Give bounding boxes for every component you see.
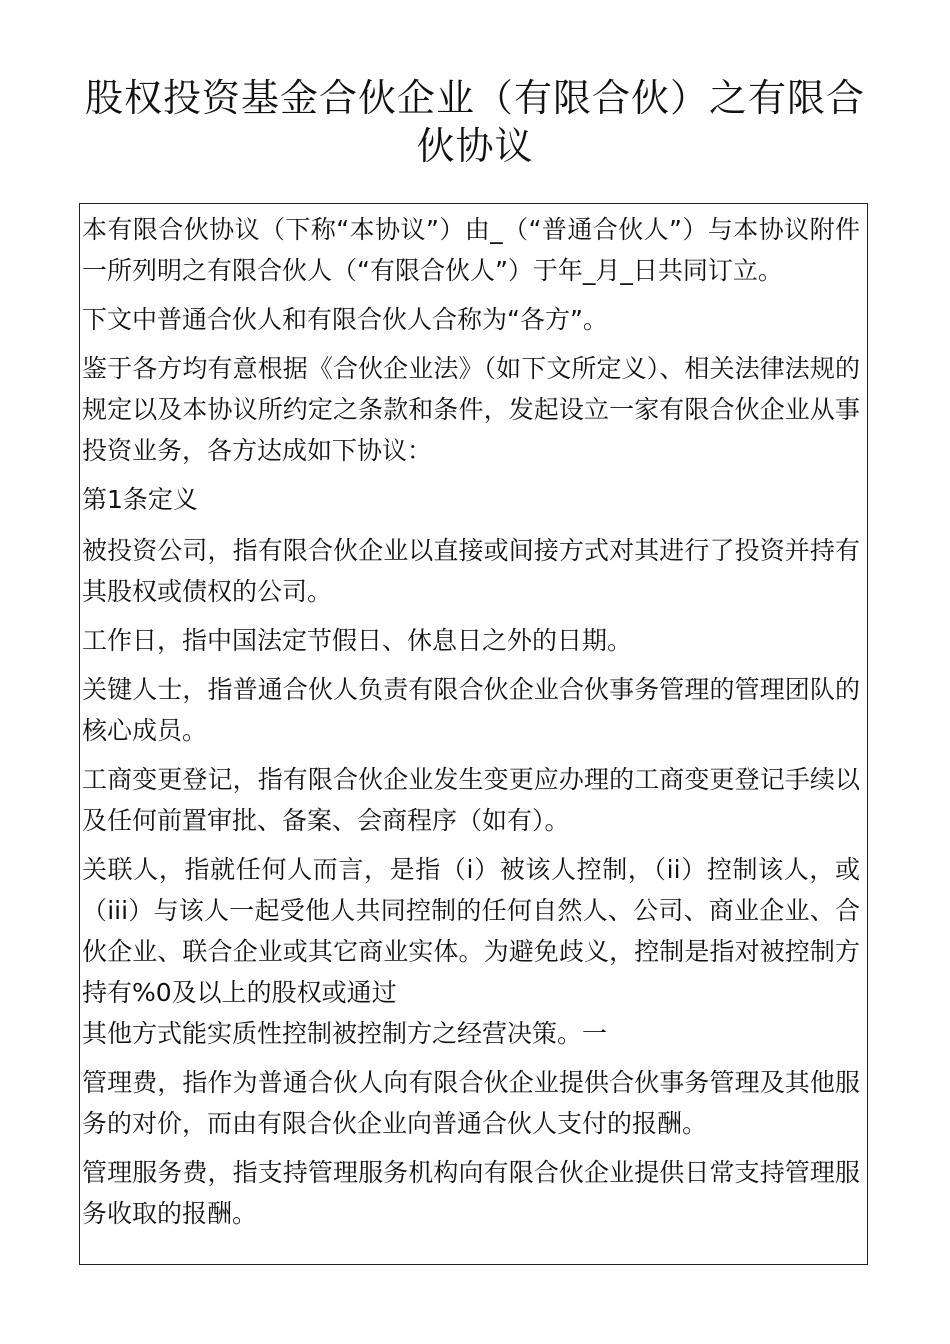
intro-paragraph: 本有限合伙协议（下称“本协议”）由_（“普通合伙人”）与本协议附件一所列明之有限合伙人（“有限合伙人”）于年_月_日共同订立。 — [82, 215, 860, 285]
whereas-paragraph: 鉴于各方均有意根据《合伙企业法》（如下文所定义）、相关法律法规的规定以及本协议所约定之条款和条件，发起设立一家有限合伙企业从事投资业务，各方达成如下协议： — [82, 354, 860, 465]
document-title — [60, 74, 890, 170]
content-table-cell — [79, 203, 868, 1265]
definition-affiliate — [82, 849, 860, 1054]
definition-management-service-fee: 管理服务费，指支持管理服务机构向有限合伙企业提供日常支持管理服务收取的报酬。 — [82, 1158, 860, 1228]
document-title-line-1: 股权投资基金合伙企业（有限合伙）之有限合 — [84, 76, 865, 120]
definition-key-person: 关键人士，指普通合伙人负责有限合伙企业合伙事务管理的管理团队的核心成员。 — [82, 675, 860, 745]
definition-affiliate-continuation: 其他方式能实质性控制被控制方之经营决策。一 — [82, 1019, 608, 1048]
content-body — [82, 209, 860, 1242]
definition-investee-company: 被投资公司，指有限合伙企业以直接或间接方式对其进行了投资并持有其股权或债权的公司。 — [82, 536, 860, 606]
document-title-line-2: 伙协议 — [416, 124, 534, 168]
definition-registration-change: 工商变更登记，指有限合伙企业发生变更应办理的工商变更登记手续以及任何前置审批、备案、会商程序（如有）。 — [82, 765, 860, 835]
definition-management-fee: 管理费，指作为普通合伙人向有限合伙企业提供合伙事务管理及其他服务的对价，而由有限合伙企业向普通合伙人支付的报酬。 — [82, 1068, 860, 1138]
parties-paragraph: 下文中普通合伙人和有限合伙人合称为“各方”。 — [82, 305, 608, 334]
article-1-heading: 第1条定义 — [82, 485, 198, 514]
definition-working-day: 工作日，指中国法定节假日、休息日之外的日期。 — [82, 626, 633, 655]
definition-affiliate-main: 关联人，指就任何人而言，是指（i）被该人控制，（ii）控制该人，或（iii）与该人一起受他人共同控制的任何自然人、公司、商业企业、合伙企业、联合企业或其它商业实体。为避免歧义，控制是指对被控制方持有%0及以上的股权或通过 — [82, 855, 860, 1007]
